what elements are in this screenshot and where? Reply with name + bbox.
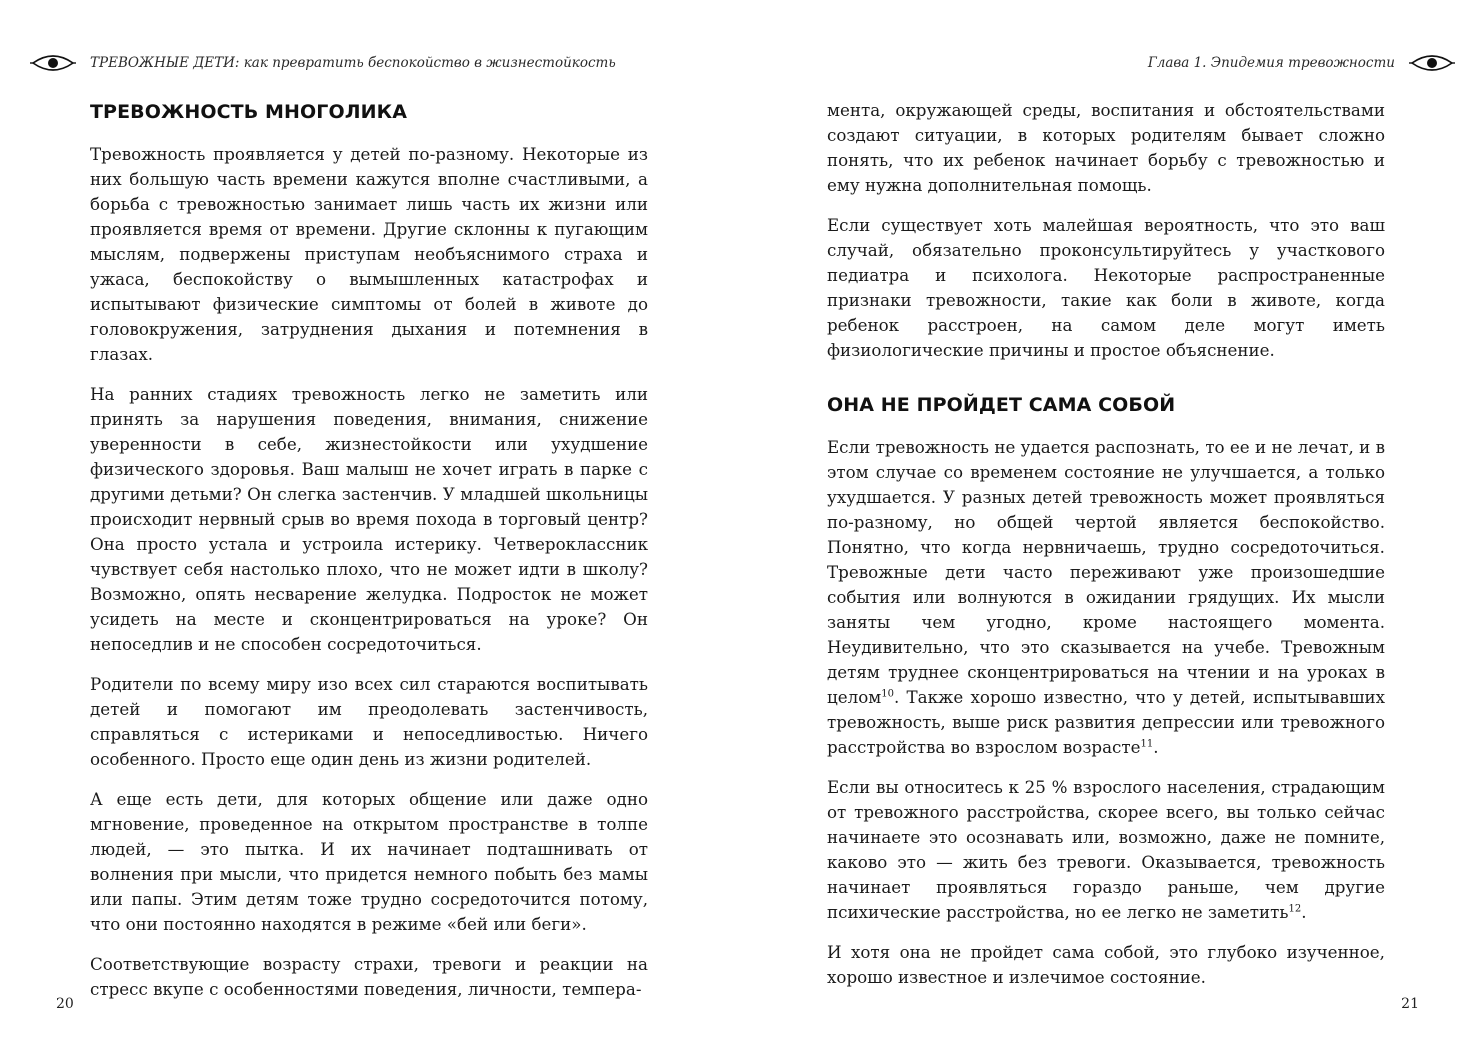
paragraph: А еще есть дети, для которых общение или даже одно мгновение, проведенное на открытом пространстве в толпе людей, — это пытка. И их начинает подташнивать от волнения при мысли, что придется немного побыть без мамы или папы. Этим детям тоже трудно сосредоточится потому, что они постоянно находятся в режиме «бей или беги».: [90, 789, 648, 934]
right-text-column: [827, 98, 1385, 1005]
paragraph: Тревожность проявляется у детей по-разному. Некоторые из них большую часть времени кажутся вполне счастливыми, а борьба с тревожностью занимает лишь часть их жизни или проявляется время от времени. Другие склонны к пугающим мыслям, подвержены приступам необъяснимого страха и ужаса, беспокойству о вымышленных катастрофах и испытывают физические симптомы от болей в животе до головокружения, затруднения дыхания и потемнения в глазах.: [90, 144, 648, 364]
left-running-head-text: ТРЕВОЖНЫЕ ДЕТИ: как превратить беспокойство в жизнестойкость: [90, 55, 616, 71]
paragraph-text: .: [1301, 902, 1307, 922]
footnote-ref[interactable]: 11: [1140, 738, 1154, 750]
section-heading: ТРЕВОЖНОСТЬ МНОГОЛИКА: [90, 101, 408, 123]
paragraph-text: .: [1153, 737, 1159, 757]
footnote-ref[interactable]: 10: [881, 688, 894, 700]
paragraph-text: Если тревожность не удается распознать, то ее и не лечат, и в этом случае со временем состояние не улучшается, а только ухудшается. У разных детей тревожность может проявляться по-разному, но общей чертой является беспокойство. Понятно, что когда нервничаешь, трудно сосредоточиться. Тревожные дети часто переживают уже произошедшие события или волнуются в ожидании грядущих. Их мысли заняты чем угодно, кроме настоящего момента. Неудивительно, что это сказывается на учебе. Тревожным детям труднее сконцентрироваться на чтении и на уроках в целом: [827, 437, 1385, 707]
paragraph-text: . Также хорошо известно, что у детей, испытывавших тревожность, выше риск развития депрессии или тревожного расстройства во взрослом возрасте: [827, 687, 1385, 757]
page-number-left: 20: [56, 996, 74, 1012]
paragraph: [827, 435, 1385, 760]
footnote-ref[interactable]: 12: [1288, 903, 1302, 915]
paragraph-text: Если вы относитесь к 25 % взрослого населения, страдающим от тревожного расстройства, скорее всего, вы только сейчас начинаете это осознавать или, возможно, даже не помните, каково это — жить без тревоги. Оказывается, тревожность начинает проявляться гораздо раньше, чем другие психические расстройства, но ее легко не заметить: [827, 777, 1385, 922]
paragraph: [827, 775, 1385, 925]
eye-icon: [1409, 52, 1455, 74]
section-heading: ОНА НЕ ПРОЙДЕТ САМА СОБОЙ: [827, 394, 1176, 416]
left-page: [0, 0, 737, 1045]
paragraph: мента, окружающей среды, воспитания и обстоятельствами создают ситуации, в которых родителям бывает сложно понять, что их ребенок начинает борьбу с тревожностью и ему нужна дополнительная помощь.: [827, 100, 1385, 195]
paragraph: И хотя она не пройдет сама собой, это глубоко изученное, хорошо известное и излечимое состояние.: [827, 942, 1385, 987]
eye-icon: [30, 52, 76, 74]
right-running-head: [1148, 52, 1455, 74]
paragraph: Соответствующие возрасту страхи, тревоги и реакции на стресс вкупе с особенностями поведения, личности, темпера-: [90, 954, 648, 999]
page-number-right: 21: [1401, 996, 1419, 1012]
right-page: [737, 0, 1475, 1045]
right-running-head-text: Глава 1. Эпидемия тревожности: [1147, 55, 1395, 71]
left-running-head: [30, 52, 616, 74]
paragraph: Родители по всему миру изо всех сил стараются воспитывать детей и помогают им преодолевать застенчивость, справляться с истериками и непоседливостью. Ничего особенного. Просто еще один день из жизни родителей.: [90, 674, 648, 769]
left-text-column: [90, 98, 648, 1017]
paragraph: Если существует хоть малейшая вероятность, что это ваш случай, обязательно проконсультируйтесь у участкового педиатра и психолога. Некоторые распространенные признаки тревожности, такие как боли в животе, когда ребенок расстроен, на самом деле могут иметь физиологические причины и простое объяснение.: [827, 215, 1385, 360]
paragraph: На ранних стадиях тревожность легко не заметить или принять за нарушения поведения, внимания, снижение уверенности в себе, жизнестойкости или ухудшение физического здоровья. Ваш малыш не хочет играть в парке с другими детьми? Он слегка застенчив. У младшей школьницы происходит нервный срыв во время похода в торговый центр? Она просто устала и устроила истерику. Четвероклассник чувствует себя настолько плохо, что не может идти в школу? Возможно, опять несварение желудка. Подросток не может усидеть на месте и сконцентрироваться на уроке? Он непоседлив и не способен сосредоточиться.: [90, 384, 648, 654]
